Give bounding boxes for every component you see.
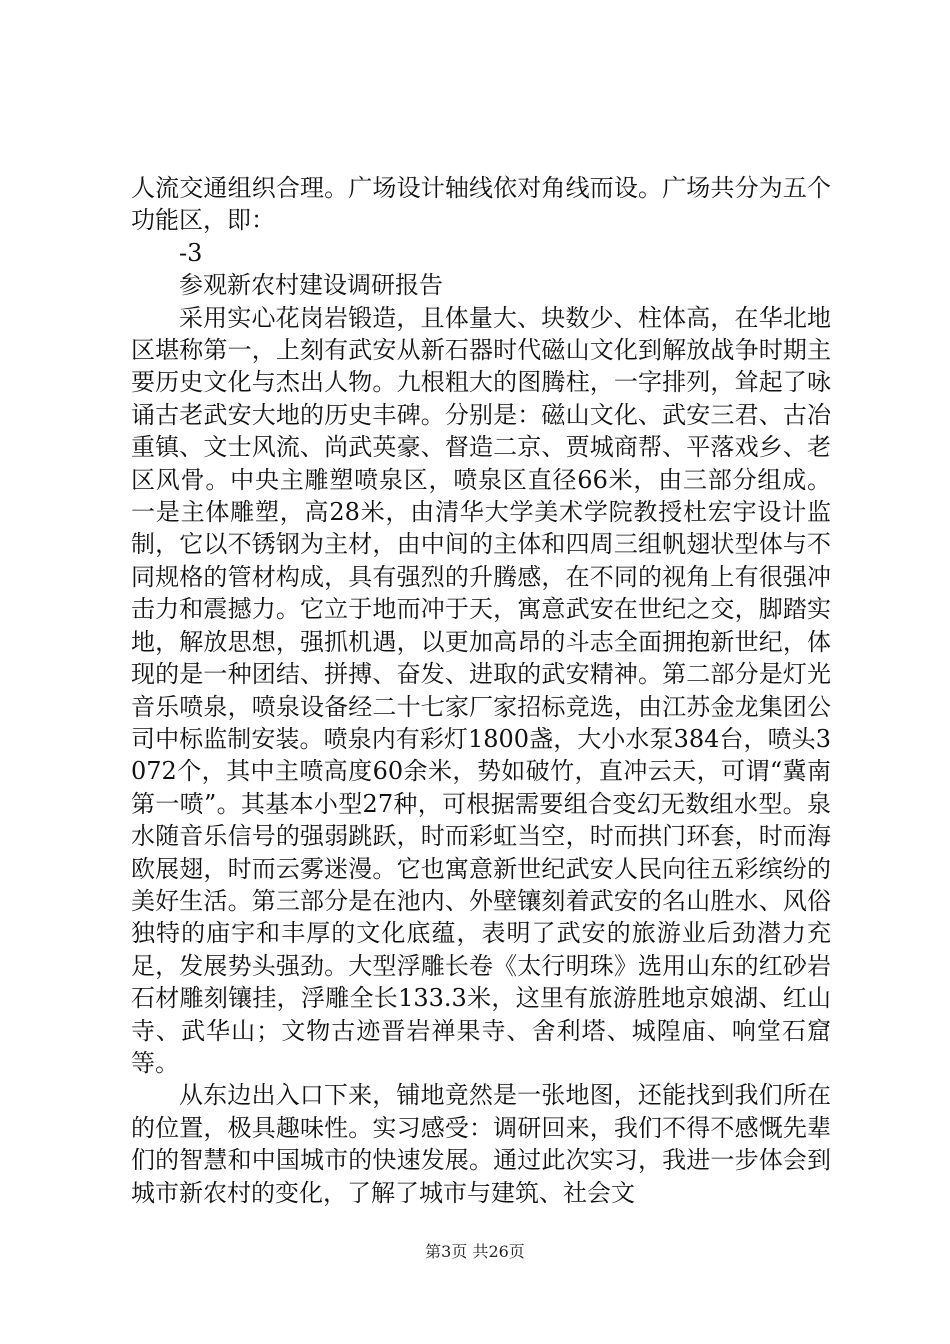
- paragraph-fountain: 采用实心花岗岩锻造，且体量大、块数少、柱体高，在华北地区堪称第一，上刻有武安从新石器时代磁山文化到解放战争时期主要历史文化与杰出人物。九根粗大的图腾柱，一字排列，耸起了咏诵古老武安大地的历史丰碑。分别是：磁山文化、武安三君、古冶重镇、文士风流、尚武英豪、督造二京、贾城商帮、平落戏乡、老区风骨。中央主雕塑喷泉区，喷泉区直径66米，由三部分组成。一是主体雕塑，高28米，由清华大学美术学院教授杜宏宇设计监制，它以不锈钢为主材，由中间的主体和四周三组帆翅状型体与不同规格的管材构成，具有强烈的升腾感，在不同的视角上有很强冲击力和震撼力。它立于地而冲于天，寓意武安在世纪之交，脚踏实地，解放思想，强抓机遇，以更加高昂的斗志全面拥抱新世纪，体现的是一种团结、拼搏、奋发、进取的武安精神。第二部分是灯光音乐喷泉，喷泉设备经二十七家厂家招标竞选，由江苏金龙集团公司中标监制安装。喷泉内有彩灯1800盏，大小水泵384台，喷头3072个，其中主喷高度60余米，势如破竹，直冲云天，可谓“冀南第一喷”。其基本小型27种，可根据需要组合变幻无数组水型。泉水随音乐信号的强弱跳跃，时而彩虹当空，时而拱门环套，时而海欧展翅，时而云雾迷漫。它也寓意新世纪武安人民向往五彩缤纷的美好生活。第三部分是在池内、外壁镶刻着武安的名山胜水、风俗独特的庙宇和丰厚的文化底蕴，表明了武安的旅游业后劲潜力充足，发展势头强劲。大型浮雕长卷《太行明珠》选用山东的红砂岩石材雕刻镶挂，浮雕全长133.3米，这里有旅游胜地京娘湖、红山寺、武华山；文物古迹晋岩禅果寺、舍利塔、城隍庙、响堂石窟等。: [131, 303, 831, 1077]
- page-footer: 第3页 共26页: [425, 1242, 525, 1261]
- paragraph-intro: 人流交通组织合理。广场设计轴线依对角线而设。广场共分为五个功能区，即：: [131, 174, 831, 235]
- body-text: [131, 172, 831, 1209]
- page-marker: -3: [179, 238, 203, 267]
- paragraph-reflection: 从东边出入口下来，铺地竟然是一张地图，还能找到我们所在的位置，极具趣味性。实习感受：调研回来，我们不得不感慨先辈们的智慧和中国城市的快速发展。通过此次实习，我进一步体会到城市新农村的变化，了解了城市与建筑、社会文: [131, 1081, 831, 1207]
- report-title: 参观新农村建设调研报告: [179, 271, 443, 300]
